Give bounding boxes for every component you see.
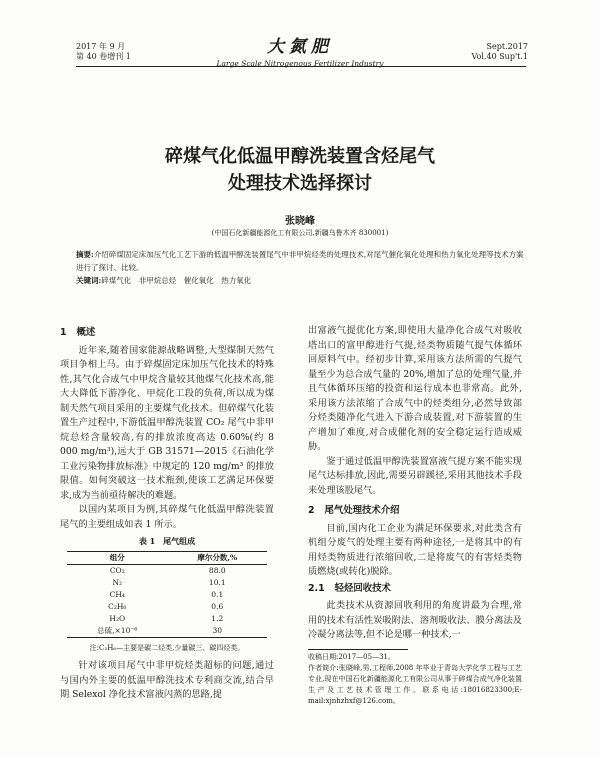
table-1-note: 注:C₂H₆—主要是碳二烃类,少量碳三、碳四烃类。 xyxy=(89,643,245,652)
table-1-caption: 表 1 尾气组成 xyxy=(138,536,196,546)
title-line-2: 处理技术选择探讨 xyxy=(228,173,372,194)
section-2-1-number: 2.1 xyxy=(308,582,325,594)
paragraph: 出富液气提优化方案,即使用大量净化合成气对吸收塔出口的富甲醇进行气提,烃类物质随气提气体循环回原料气中。经初步计算,采用该方法所需的气提气量至少为总合成气量的 20%,增加了总的处理气量,并且气体循环压缩的投资和运行成本也非常高。此外,采用该方法浓缩了合成气中的烃类组分,必然导致部分烃类随净化气进入下游合成装置,对下游装置的生产增加了难度,对合成催化剂的安全稳定运行造成威胁。 xyxy=(308,325,522,452)
paragraph: 目前,国内化工企业为满足环保要求,对此类含有机组分废气的处理主要有两种途径,一是将其中的有用烃类物质进行浓缩回收,二是将废气的有害烃类物质燃烧(或转化)脱除。 xyxy=(308,522,522,577)
table-cell: 0.1 xyxy=(211,589,224,599)
header-rule xyxy=(76,66,526,67)
paragraph: 鉴于通过低温甲醇洗装置富液气提方案不能实现尾气达标排放,因此,需要另辟蹊径,采用其他技术手段来处理该股尾气。 xyxy=(308,455,522,496)
table-cell: 0.6 xyxy=(211,601,224,611)
footnote-received: 收稿日期:2017—05—31。 xyxy=(308,652,395,661)
table-1 xyxy=(67,551,267,638)
header-date-en: Sept.2017 xyxy=(486,42,528,51)
paper-title xyxy=(0,143,600,197)
right-column xyxy=(308,324,522,707)
table-col-header: 组分 xyxy=(109,552,125,562)
table-row xyxy=(67,564,267,577)
section-1-heading xyxy=(60,326,274,341)
left-column xyxy=(60,324,274,703)
section-1-number: 1 xyxy=(60,327,67,338)
paragraph: 此类技术从资源回收利用的角度讲最为合理,常用的技术有活性炭吸附法、溶剂吸收法、膜分离法及冷凝分离法等,但不论是哪一种技术,一 xyxy=(308,600,522,640)
table-cell: 总硫,×10⁻⁶ xyxy=(97,625,138,635)
header-volume-cn: 第 40 卷增刊 1 xyxy=(76,52,131,61)
table-cell: 10.1 xyxy=(208,577,226,587)
section-2-1-title: 轻烃回收技术 xyxy=(334,582,391,594)
footnote-rule xyxy=(308,649,408,650)
paragraph: 针对该项目尾气中非甲烷烃类超标的问题,通过与国内外主要的低温甲醇洗技术专利商交流,结合早期 Selexol 净化技术富液闪蒸的思路,提 xyxy=(60,660,274,700)
table-header-row xyxy=(67,551,267,564)
table-cell: CO₂ xyxy=(109,565,125,575)
abstract xyxy=(76,248,528,274)
table-cell: C₂H₆ xyxy=(108,601,127,611)
journal-name-cn: 大氮肥 xyxy=(267,37,333,57)
keywords-text: 碎煤气化 非甲烷总烃 催化氧化 热力氧化 xyxy=(101,276,252,285)
author-affiliation: (中国石化新疆能源化工有限公司,新疆乌鲁木齐 830001) xyxy=(211,229,389,237)
section-1-title: 概述 xyxy=(76,327,96,338)
table-row xyxy=(67,625,267,638)
abstract-block xyxy=(76,248,528,287)
header-date-cn: 2017 年 9 月 xyxy=(76,42,126,51)
title-line-1: 碎煤气化低温甲醇洗装置含烃尾气 xyxy=(165,146,435,167)
table-row xyxy=(67,577,267,589)
table-cell: N₂ xyxy=(112,577,123,587)
table-cell: 88.0 xyxy=(208,565,226,575)
table-row xyxy=(67,589,267,601)
paragraph: 以国内某项目为例,其碎煤气化低温甲醇洗装置尾气的主要组成如表 1 所示。 xyxy=(60,504,274,530)
author-name: 张晓峰 xyxy=(285,216,315,227)
footnote-author-bio: 作者简介:张晓峰,男,工程师,2008 年毕业于青岛大学化学工程与工艺专业,现在中国石化新疆能源化工有限公司从事于碎煤合成气净化装置生产及工艺技术管理工作。联系电话:18016823300;E-mail:xjnhzhxf@126.com。 xyxy=(308,663,522,705)
abstract-text: 介绍碎煤固定床加压气化工艺下游的低温甲醇洗装置尾气中非甲烷烃类的处理技术,对尾气催化氧化处理和热力氧化处理等技术方案进行了探讨、比较。 xyxy=(76,250,524,272)
abstract-label: 摘要: xyxy=(76,250,94,259)
table-col-header: 摩尔分数,% xyxy=(197,552,238,562)
keywords xyxy=(76,274,528,287)
table-cell: 1.2 xyxy=(211,613,224,623)
table-row xyxy=(67,601,267,613)
table-row xyxy=(67,613,267,625)
table-cell: H₂O xyxy=(109,613,126,623)
keywords-label: 关键词: xyxy=(76,276,102,285)
paragraph: 近年来,随着国家能源战略调整,大型煤制天然气项目争相上马。由于碎煤固定床加压气化技术的特殊性,其气化合成气中甲烷含量较其他煤气化技术高,能大大降低下游净化、甲烷化工段的负荷,所以成为煤制天然气项目采用的主要煤气化技术。但碎煤气化装置生产过程中,下游低温甲醇洗装置 CO₂ 尾气中非甲烷总烃含量较高,有的排放浓度高达 0.60%(约 8 000 mg/m³),远大于 GB 31571—2015《石油化学工业污染物排放标准》中规定的 120 mg/m³ 的排放限值。如何突破这一技术瓶颈,使该工艺满足环保要求,成为当前亟待解决的难题。 xyxy=(60,344,274,501)
table-cell: 30 xyxy=(212,625,223,635)
section-2-1-heading xyxy=(308,582,522,597)
section-2-number: 2 xyxy=(308,505,315,516)
header-volume-en: Vol.40 Sup't.1 xyxy=(471,52,528,61)
table-cell: CH₄ xyxy=(109,589,125,599)
journal-name-en: Large Scale Nitrogenous Fertilizer Industry xyxy=(216,59,384,68)
section-2-title: 尾气处理技术介绍 xyxy=(324,505,400,516)
section-2-heading xyxy=(308,504,522,519)
header-date-volume-en xyxy=(472,42,528,62)
